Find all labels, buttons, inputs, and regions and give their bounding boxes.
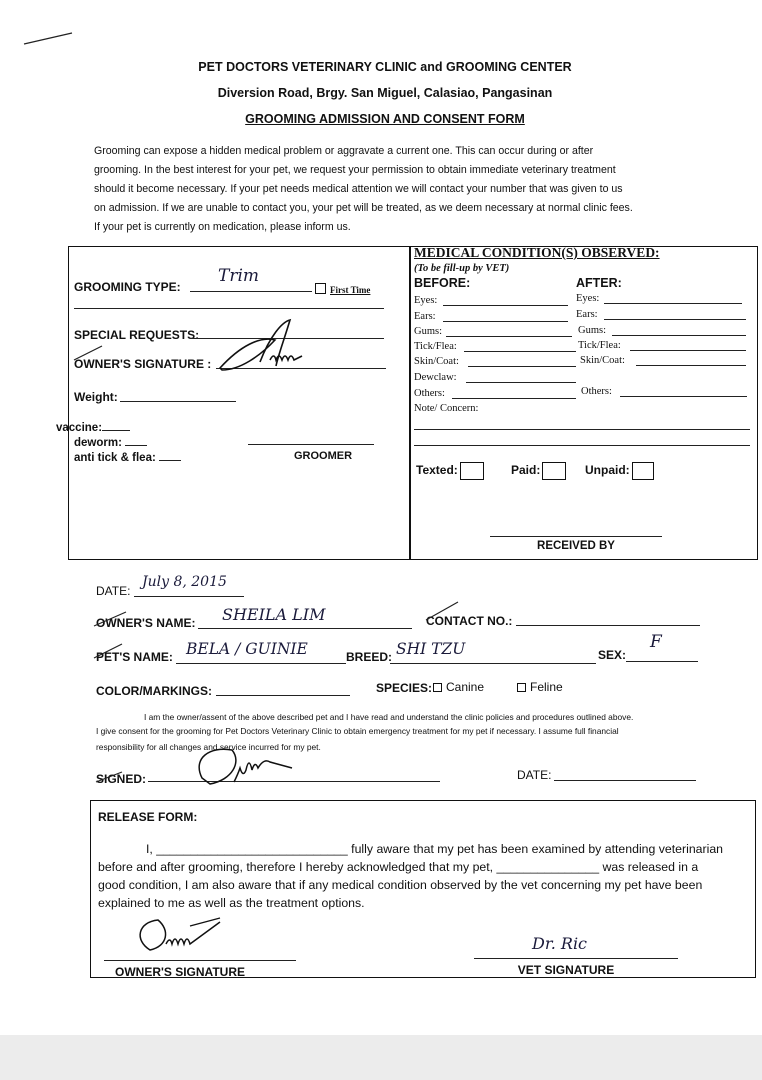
owner-signature-mark — [70, 316, 320, 382]
note-concern-label: Note/ Concern: — [414, 403, 479, 414]
unpaid-row — [585, 462, 654, 480]
grooming-type-label: GROOMING TYPE: — [74, 280, 181, 294]
intro-line: should it become necessary. If your pet needs medical attention we will contact your number that was given to us — [94, 183, 623, 195]
after-eyes-field[interactable] — [604, 293, 742, 304]
grooming-extra-line — [74, 296, 384, 309]
contact-label: CONTACT NO.: — [426, 614, 513, 628]
checkbox-square — [315, 283, 326, 294]
release-line: I, ____________________________ fully aware that my pet has been examined by attending veterinarian — [146, 842, 724, 856]
texted-row — [416, 462, 484, 480]
sex-field[interactable] — [626, 645, 698, 662]
contact-field[interactable] — [516, 611, 700, 626]
feline-checkbox[interactable] — [517, 683, 526, 692]
release-line: good condition, I am also aware that if any medical condition observed by the vet concerning my pet have been — [98, 878, 703, 892]
before-label: BEFORE: — [414, 276, 471, 290]
breed-label: BREED: — [346, 650, 393, 664]
after-label: AFTER: — [576, 276, 622, 290]
before-gums-field[interactable] — [446, 326, 572, 337]
canine-checkbox[interactable] — [433, 683, 442, 692]
unpaid-checkbox[interactable] — [632, 462, 654, 480]
consent-line: responsibility for all changes and service incurred for my pet. — [96, 742, 321, 752]
deworm-text: deworm: — [74, 437, 122, 449]
pet-name-value: BELA / GUINIE — [186, 640, 308, 658]
special-requests-label: SPECIAL REQUESTS: — [74, 328, 200, 342]
before-others-label: Others: — [414, 388, 445, 399]
after-eyes-label: Eyes: — [576, 293, 600, 304]
after-others-field[interactable] — [620, 386, 747, 397]
feline-option[interactable] — [517, 680, 563, 694]
after-others-label: Others: — [581, 386, 612, 397]
before-skin-label: Skin/Coat: — [414, 356, 459, 367]
intro-line: grooming. In the best interest for your pet, we request your permission to obtain immediate veterinary treatment — [94, 164, 616, 176]
anti-tick-label — [74, 452, 181, 464]
grooming-type-value: Trim — [218, 266, 260, 286]
vet-signature-value: Dr. Ric — [532, 934, 588, 953]
after-ears-field[interactable] — [604, 309, 746, 320]
anti-tick-text: anti tick & flea: — [74, 452, 156, 464]
before-ears-label: Ears: — [414, 311, 436, 322]
release-line: before and after grooming, therefore I hereby acknowledged that my pet, _______________ was released in a — [98, 860, 699, 874]
before-others-field[interactable] — [452, 388, 576, 399]
texted-label: Texted: — [416, 463, 458, 478]
vaccine-field[interactable] — [102, 430, 130, 431]
note-line-2[interactable] — [414, 435, 750, 446]
first-time-label: First Time — [330, 285, 371, 295]
unpaid-label: Unpaid: — [585, 463, 630, 478]
received-by-field[interactable] — [490, 526, 662, 537]
release-owner-signature-label: OWNER'S SIGNATURE — [115, 965, 245, 979]
intro-line: Grooming can expose a hidden medical problem or aggravate a current one. This can occur during or after — [94, 145, 594, 157]
date-label: DATE: — [96, 584, 131, 598]
species-label: SPECIES: — [376, 681, 433, 695]
paid-checkbox[interactable] — [542, 462, 566, 480]
clinic-name: PET DOCTORS VETERINARY CLINIC and GROOMING CENTER — [198, 60, 572, 74]
signed-label: SIGNED: — [96, 772, 147, 786]
consent-date-field[interactable] — [554, 766, 696, 781]
pet-name-label: PET'S NAME: — [96, 650, 173, 664]
color-markings-field[interactable] — [216, 681, 350, 696]
after-tick-field[interactable] — [630, 340, 746, 351]
deworm-field[interactable] — [125, 445, 147, 446]
before-gums-label: Gums: — [414, 326, 443, 337]
groomer-label: GROOMER — [293, 450, 353, 462]
page-bottom-shadow — [0, 1035, 762, 1080]
sex-label: SEX: — [598, 648, 627, 662]
consent-date-label: DATE: — [517, 768, 552, 782]
pen-mark — [20, 28, 80, 50]
groomer-signature-field[interactable] — [248, 432, 374, 445]
intro-paragraph — [94, 142, 714, 237]
after-tick-label: Tick/Flea: — [578, 340, 621, 351]
strike-mark — [92, 642, 132, 662]
after-skin-field[interactable] — [636, 355, 746, 366]
strike-mark — [424, 600, 464, 624]
texted-checkbox[interactable] — [460, 462, 484, 480]
owner-name-value: SHEILA LIM — [222, 605, 326, 624]
form-title — [120, 112, 650, 126]
form-title-text: GROOMING ADMISSION AND CONSENT FORM — [245, 112, 525, 126]
vet-signature-line[interactable] — [474, 952, 678, 959]
after-gums-label: Gums: — [578, 325, 607, 336]
consent-line: I am the owner/assent of the above described pet and I have read and understand the clinic policies and procedures outlined above. — [144, 712, 634, 722]
note-line-1[interactable] — [414, 419, 750, 430]
vaccine-text: vaccine: — [56, 422, 103, 434]
medical-subtitle: (To be fill-up by VET) — [414, 263, 510, 274]
after-gums-field[interactable] — [612, 325, 746, 336]
vet-signature-label: VET SIGNATURE — [517, 963, 615, 977]
before-dewclaw-field[interactable] — [466, 372, 576, 383]
strike-mark — [92, 610, 132, 630]
breed-value: SHI TZU — [396, 640, 466, 658]
anti-tick-field[interactable] — [159, 460, 181, 461]
owner-signature-label: OWNER'S SIGNATURE : — [74, 357, 212, 371]
consent-line: I give consent for the grooming for Pet Doctors Veterinary Clinic to obtain emergency treatment for my pet if necessary. I assume full financial — [96, 726, 619, 736]
release-title: RELEASE FORM: — [98, 810, 198, 824]
after-ears-label: Ears: — [576, 309, 598, 320]
deworm-label — [74, 437, 147, 449]
weight-label: Weight: — [74, 390, 118, 404]
box-divider — [409, 246, 411, 559]
sex-value: F — [650, 632, 662, 652]
before-dewclaw-label: Dewclaw: — [414, 372, 457, 383]
color-markings-label: COLOR/MARKINGS: — [96, 684, 212, 698]
before-ears-field[interactable] — [443, 311, 568, 322]
canine-label: Canine — [446, 680, 485, 694]
paid-label: Paid: — [511, 463, 541, 478]
owner-signature-line[interactable] — [104, 954, 296, 961]
before-tick-label: Tick/Flea: — [414, 341, 457, 352]
received-by-label: RECEIVED BY — [537, 540, 615, 552]
before-eyes-label: Eyes: — [414, 295, 438, 306]
intro-line: If your pet is currently on medication, please inform us. — [94, 221, 351, 233]
consent-signature-mark — [92, 738, 312, 792]
before-eyes-field[interactable] — [443, 295, 568, 306]
after-skin-label: Skin/Coat: — [580, 355, 625, 366]
weight-field[interactable] — [120, 387, 236, 402]
canine-option[interactable] — [433, 680, 484, 694]
release-line: explained to me as well as the treatment options. — [98, 896, 365, 910]
medical-title: MEDICAL CONDITION(S) OBSERVED: — [414, 245, 660, 260]
date-value: July 8, 2015 — [142, 574, 227, 590]
feline-label: Feline — [530, 680, 563, 694]
vaccine-label — [56, 422, 130, 434]
before-tick-field[interactable] — [464, 341, 576, 352]
owner-name-label: OWNER'S NAME: — [96, 616, 196, 630]
release-owner-signature-mark — [128, 900, 238, 962]
before-skin-field[interactable] — [468, 356, 576, 367]
intro-line: on admission. If we are unable to contact you, your pet will be treated, as we deem necessary at normal clinic fees. — [94, 202, 633, 214]
clinic-address: Diversion Road, Brgy. San Miguel, Calasiao, Pangasinan — [217, 86, 553, 100]
paid-row — [511, 462, 566, 480]
